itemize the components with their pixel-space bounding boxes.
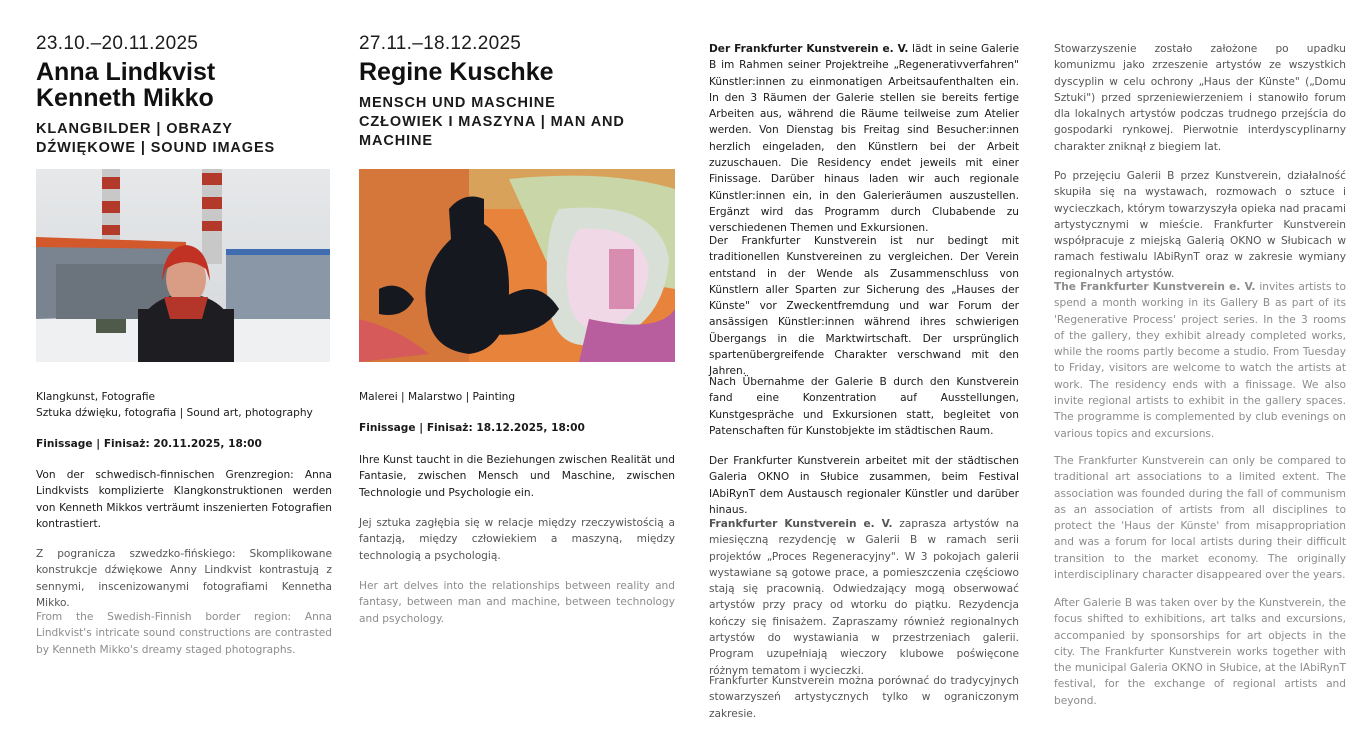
org-name: Frankfurter Kunstverein e. V. bbox=[709, 518, 893, 530]
exhibition-date: 27.11.–18.12.2025 bbox=[359, 33, 522, 54]
description-pl: Z pogranicza szwedzko-fińskiego: Skomplikowane konstrukcje dźwiękowe Anny Lindkvist kontrastują z sennymi, inscenizowanymi fotografiami Kennetha Mikko. bbox=[36, 548, 332, 609]
about-paragraph: Stowarzyszenie zostało założone po upadku komunizmu jako zrzeszenie artystów ze wszystkich dyscyplin w celu ochrony „Haus der Künste" („Domu Sztuki") przed sprzeniewierzeniem i stanowiło forum dla lokalnych artystów podczas trudnego przejścia do gospodarki rynkowej. Pierwotnie interdyscyplinarny charakter zniknął z biegiem lat. bbox=[1054, 43, 1346, 153]
description-de: Ihre Kunst taucht in die Beziehungen zwischen Realität und Fantasie, zwischen Mensch und Maschine, zwischen Technologie und Psychologie ein. bbox=[359, 454, 675, 499]
about-paragraph: Frankfurter Kunstverein można porównać do tradycyjnych stowarzyszeń artystycznych tylko w ograniczonym zakresie. bbox=[709, 675, 1019, 720]
exhibition-painting bbox=[359, 169, 675, 362]
artist-name: Anna Lindkvist bbox=[36, 58, 216, 86]
finissage-info: Finissage | Finisaż: 18.12.2025, 18:00 bbox=[359, 422, 585, 434]
description-pl: Jej sztuka zagłębia się w relacje między rzeczywistością a fantazją, między człowiekiem a maszyną, między technologią a psychologią. bbox=[359, 517, 675, 562]
finissage-info: Finissage | Finisaż: 20.11.2025, 18:00 bbox=[36, 438, 262, 450]
about-paragraph: The Frankfurter Kunstverein can only be compared to traditional art associations to a limited extent. The association was founded during the fall of communism as an association of artists from all disciplines to protect the 'Haus der Künste' from misappropriation and was a forum for local artists during their difficult transition to the market economy. The originally interdisciplinary character disappeared over the years. bbox=[1054, 455, 1346, 582]
exhibition-photo bbox=[36, 169, 330, 362]
org-name: Der Frankfurter Kunstverein e. V. bbox=[709, 43, 909, 55]
about-paragraph: The Frankfurter Kunstverein e. V. invites artists to spend a month working in its Gallery B as part of its 'Regenerative Process' project series. In the 3 rooms of the gallery, they exhibit already completed works, while the rooms partly become a studio. From Tuesday to Friday, visitors are welcome to watch the artists at work. The residency ends with a finissage. We also invite regional artists to exhibit in the gallery spaces. The programme is complemented by club evenings on various topics and excursions. bbox=[1054, 281, 1347, 440]
about-paragraph: Der Frankfurter Kunstverein e. V. lädt in seine Galerie B im Rahmen seiner Projektreihe „Regenerativverfahren" Künstler:innen zu einmonatigen Arbeitsaufenthalten ein. In den 3 Räumen der Galerie stellen sie bereits fertige Arbeiten aus, während die Räume teilweise zum Atelier werden. Von Dienstag bis Freitag sind Besucher:innen herzlich eingeladen, den Künstlern bei der Arbeit zuzuschauen. Die Residency endet jeweils mit einer Finissage. Darüber hinaus laden wir auch regionale Künstler:innen ein, in den Galerieräumen auszustellen. Ergänzt wird das Programm durch Clubabende zu verschiedenen Themen und Exkursionen. bbox=[709, 43, 1019, 235]
exhibition-subtitle: KLANGBILDER | OBRAZY DŹWIĘKOWE | SOUND IMAGES bbox=[36, 121, 276, 156]
artist-names bbox=[359, 59, 554, 85]
exhibition-medium: Malerei | Malarstwo | Painting bbox=[359, 391, 516, 403]
about-paragraph: Der Frankfurter Kunstverein ist nur bedingt mit traditionellen Kunstvereinen zu vergleichen. Der Verein entstand in der Wende als Zusammenschluss von Künstlern aller Sparten zur Sicherung des „Hauses der Künste" vor Zweckentfremdung und war Forum der ansässigen Künstler:innen während ihres schwierigen Übergangs in die Marktwirtschaft. Der ursprünglich spartenübergreifende Charakter verschwand mit den Jahren. bbox=[709, 235, 1019, 378]
description-en: Her art delves into the relationships between reality and fantasy, between man and machine, between technology and psychology. bbox=[359, 580, 675, 625]
exhibition-subtitle: MENSCH UND MASCHINE CZŁOWIEK I MASZYNA | MAN AND MACHINE bbox=[359, 95, 625, 149]
artist-name: Kenneth Mikko bbox=[36, 84, 214, 112]
org-name: The Frankfurter Kunstverein e. V. bbox=[1054, 281, 1256, 293]
about-paragraph: Po przejęciu Galerii B przez Kunstverein, działalność skupiła się na wystawach, rozmowach o sztuce i wycieczkach, którym towarzyszyła opieka nad pracami artystycznymi w mieście. Frankfurter Kunstverein współpracuje z miejską Galerią OKNO w Słubicach w ramach festiwalu IAbiRynT oraz w zakresie wymiany regionalnych artystów. bbox=[1054, 170, 1346, 280]
about-paragraph: Nach Übernahme der Galerie B durch den Kunstverein fand eine Konzentration auf Ausstellungen, Kunstgespräche und Exkursionen statt, begleitet von Patenschaften für Kunstobjekte im städtischen Raum. bbox=[709, 376, 1019, 437]
exhibition-medium: Klangkunst, Fotografie Sztuka dźwięku, fotografia | Sound art, photography bbox=[36, 391, 313, 419]
exhibition-date: 23.10.–20.11.2025 bbox=[36, 33, 199, 54]
about-paragraph: Frankfurter Kunstverein e. V. zaprasza artystów na miesięczną rezydencję w Galerii B w ramach serii projektów „Proces Regeneracyjny". W 3 pokojach galerii wystawiane są gotowe prace, a pomieszczenia częściowo stają się pracownią. Odwiedzający mogą obserwować artystów przy pracy od wtorku do piątku. Rezydencja kończy się finisażem. Zapraszamy również regionalnych artystów do wystawiania w przestrzeniach galerii. Program uzupełniają wieczory klubowe poświęcone różnym tematom i wycieczki. bbox=[709, 518, 1019, 677]
description-en: From the Swedish-Finnish border region: Anna Lindkvist's intricate sound constructions are contrasted by Kenneth Mikko's dreamy staged photographs. bbox=[36, 611, 332, 656]
artist-names bbox=[36, 59, 215, 111]
artist-name: Regine Kuschke bbox=[359, 58, 554, 86]
about-paragraph: After Galerie B was taken over by the Kunstverein, the focus shifted to exhibitions, art talks and excursions, accompanied by sponsorships for art objects in the city. The Frankfurter Kunstverein works together with the municipal Galeria OKNO in Słubice, at the IAbiRynT festival, for the exchange of regional artists and beyond. bbox=[1054, 597, 1346, 707]
description-de: Von der schwedisch-finnischen Grenzregion: Anna Lindkvists komplizierte Klangkonstruktionen werden von Kenneth Mikkos verträumt inszenierten Fotografien kontrastiert. bbox=[36, 469, 332, 530]
about-paragraph: Der Frankfurter Kunstverein arbeitet mit der städtischen Galeria OKNO in Słubice zusammen, beim Festival IAbiRynT dem Austausch regionaler Künstler und darüber hinaus. bbox=[709, 455, 1019, 516]
